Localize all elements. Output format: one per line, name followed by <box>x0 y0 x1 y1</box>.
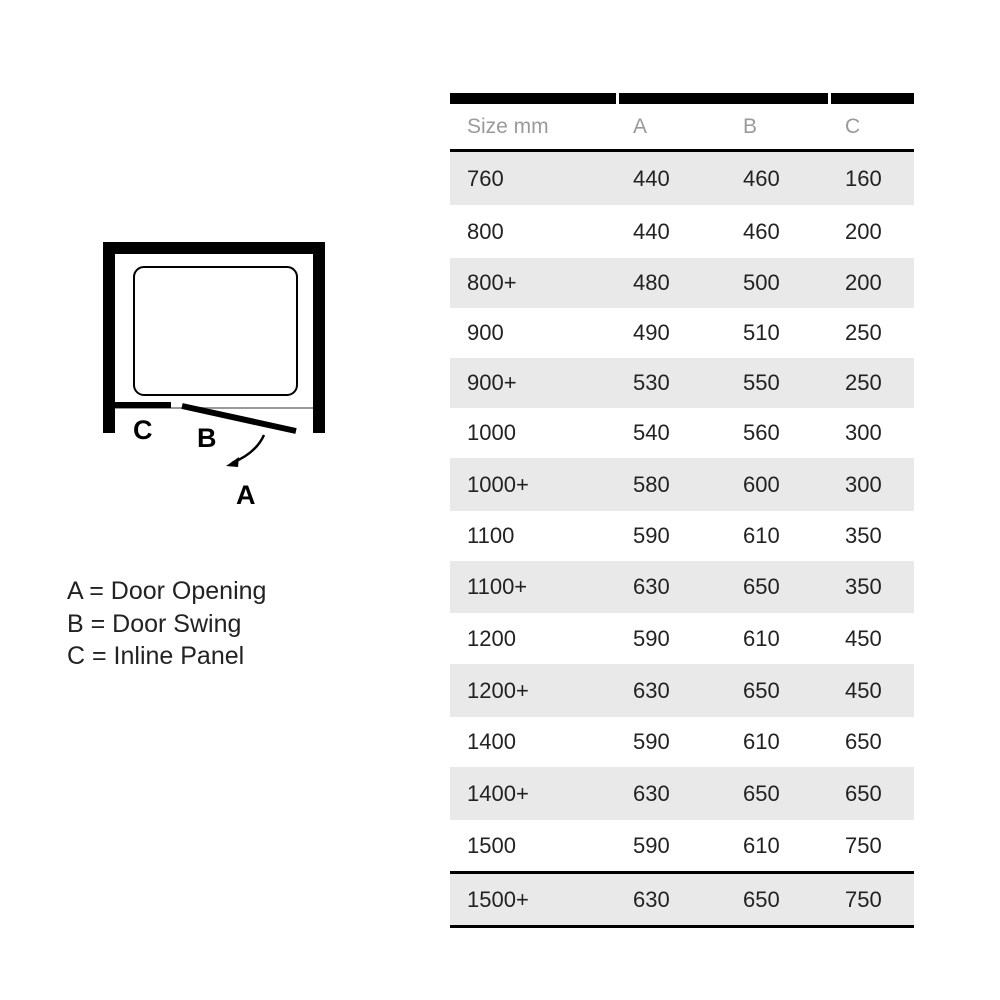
cell-a: 630 <box>633 574 670 599</box>
cell-a: 440 <box>633 218 670 244</box>
table-row <box>450 613 914 664</box>
cell-c: 650 <box>845 729 882 754</box>
cell-b: 610 <box>743 523 780 548</box>
cell-a: 630 <box>633 780 670 806</box>
cell-b: 600 <box>743 471 780 497</box>
cell-b: 460 <box>743 165 780 191</box>
cell-c: 200 <box>845 270 882 295</box>
cell-b: 500 <box>743 270 780 295</box>
cell-size: 1500 <box>467 832 516 858</box>
header-c: C <box>845 114 861 138</box>
table-row <box>450 820 914 871</box>
table-top-rule <box>450 93 914 104</box>
cell-size: 1200 <box>467 625 516 651</box>
cell-b: 610 <box>743 625 780 651</box>
cell-c: 160 <box>845 165 882 191</box>
cell-a: 580 <box>633 471 670 497</box>
table-body <box>450 152 914 928</box>
cell-c: 450 <box>845 677 882 703</box>
cell-size: 1200+ <box>467 677 529 703</box>
size-table <box>450 93 914 928</box>
table-row <box>450 511 914 561</box>
cell-size: 900 <box>467 320 504 345</box>
table-row <box>450 152 914 205</box>
arrow-head <box>226 457 239 467</box>
cell-size: 760 <box>467 165 504 191</box>
cell-a: 630 <box>633 886 670 912</box>
cell-b: 560 <box>743 420 780 445</box>
cell-c: 350 <box>845 523 882 548</box>
cell-b: 650 <box>743 886 780 912</box>
cell-size: 1400 <box>467 729 516 754</box>
cell-c: 650 <box>845 780 882 806</box>
cell-a: 590 <box>633 832 670 858</box>
table-row <box>450 358 914 408</box>
table-row <box>450 308 914 358</box>
cell-c: 250 <box>845 370 882 395</box>
label-c: C <box>133 415 153 445</box>
table-row <box>450 408 914 458</box>
legend-line-a: A = Door Opening <box>67 577 267 605</box>
legend-line-c: C = Inline Panel <box>67 642 245 670</box>
cell-size: 900+ <box>467 370 517 395</box>
cell-c: 300 <box>845 471 882 497</box>
cell-b: 650 <box>743 780 780 806</box>
cell-c: 750 <box>845 832 882 858</box>
cell-size: 1100+ <box>467 574 528 599</box>
cell-a: 540 <box>633 420 670 445</box>
cell-a: 590 <box>633 625 670 651</box>
cell-a: 630 <box>633 677 670 703</box>
cell-a: 590 <box>633 729 670 754</box>
table-row <box>450 205 914 258</box>
cell-b: 610 <box>743 729 780 754</box>
cell-a: 530 <box>633 370 670 395</box>
cell-size: 1000+ <box>467 471 529 497</box>
header-a: A <box>633 114 648 138</box>
table-row <box>450 664 914 717</box>
header-size: Size mm <box>467 114 549 138</box>
cell-c: 450 <box>845 625 882 651</box>
shower-tray <box>134 267 297 395</box>
cell-c: 200 <box>845 218 882 244</box>
table-header-row <box>450 104 914 152</box>
table-row <box>450 561 914 613</box>
table-row <box>450 871 914 928</box>
legend <box>67 575 266 673</box>
table-row <box>450 767 914 820</box>
cell-a: 490 <box>633 320 670 345</box>
cell-c: 300 <box>845 420 882 445</box>
cell-c: 750 <box>845 886 882 912</box>
table-row <box>450 458 914 511</box>
cell-b: 610 <box>743 832 780 858</box>
legend-line-b: B = Door Swing <box>67 609 242 638</box>
cell-b: 650 <box>743 677 780 703</box>
cell-c: 350 <box>845 574 882 599</box>
table-row <box>450 717 914 767</box>
cell-c: 250 <box>845 320 882 345</box>
cell-size: 1000 <box>467 420 516 445</box>
cell-b: 550 <box>743 370 780 395</box>
label-b: B <box>197 423 217 453</box>
cell-a: 440 <box>633 165 670 191</box>
shower-enclosure-diagram <box>95 235 340 515</box>
label-a: A <box>236 480 256 510</box>
cell-b: 650 <box>743 574 780 599</box>
cell-a: 480 <box>633 270 670 295</box>
cell-size: 1100 <box>467 523 515 548</box>
cell-b: 510 <box>743 320 780 345</box>
cell-size: 1400+ <box>467 780 529 806</box>
table-row <box>450 258 914 308</box>
cell-size: 1500+ <box>467 886 529 912</box>
header-b: B <box>743 114 758 138</box>
cell-size: 800+ <box>467 270 517 295</box>
cell-b: 460 <box>743 218 780 244</box>
cell-size: 800 <box>467 218 504 244</box>
cell-a: 590 <box>633 523 670 548</box>
